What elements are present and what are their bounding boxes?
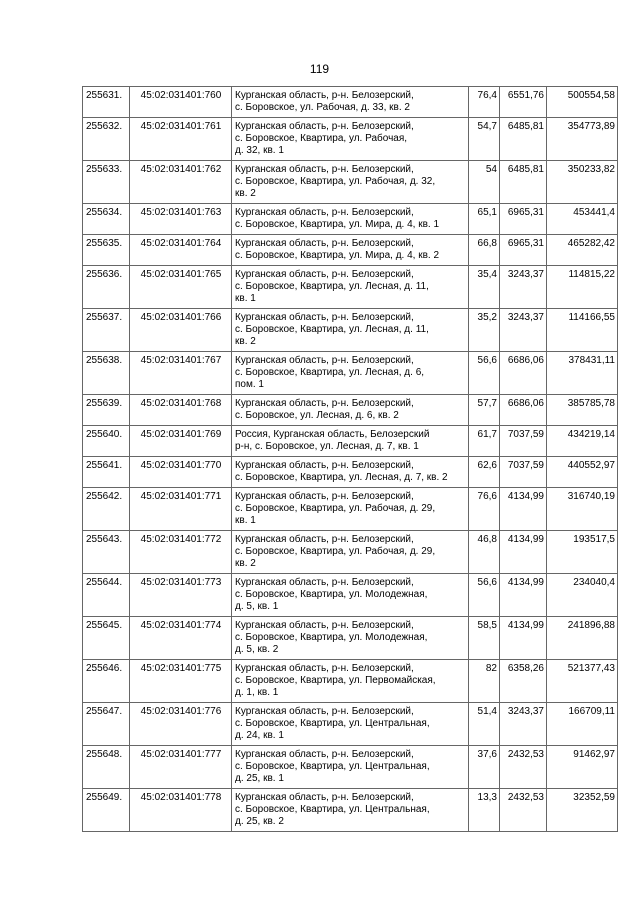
- unit-price-cell: 7037,59: [500, 457, 547, 488]
- unit-price-cell: 3243,37: [500, 309, 547, 352]
- cadastral-value-cell: 354773,89: [547, 118, 618, 161]
- cadastral-value-cell: 350233,82: [547, 161, 618, 204]
- address-line: с. Боровское, Квартира, ул. Рабочая, д. 29,: [235, 546, 436, 557]
- unit-price-cell: 4134,99: [500, 531, 547, 574]
- unit-price-cell: 6551,76: [500, 87, 547, 118]
- cadastral-number-cell: 45:02:031401:760: [130, 87, 232, 118]
- table-row: [83, 161, 618, 204]
- address-cell: [232, 426, 469, 457]
- address-cell: [232, 395, 469, 426]
- address-line: Курганская область, р-н. Белозерский,: [235, 312, 414, 323]
- area-cell: 76,6: [469, 488, 500, 531]
- unit-price-cell: 4134,99: [500, 574, 547, 617]
- address-line: Курганская область, р-н. Белозерский,: [235, 207, 414, 218]
- address-line: с. Боровское, Квартира, ул. Рабочая,: [235, 133, 408, 144]
- cadastral-value-cell: 241896,88: [547, 617, 618, 660]
- unit-price-cell: 6686,06: [500, 352, 547, 395]
- table-row: [83, 457, 618, 488]
- cadastral-number-cell: 45:02:031401:777: [130, 746, 232, 789]
- address-line: с. Боровское, Квартира, ул. Лесная, д. 7, кв. 2: [235, 472, 448, 483]
- table-row: [83, 703, 618, 746]
- cadastral-number-cell: 45:02:031401:763: [130, 204, 232, 235]
- address-cell: [232, 703, 469, 746]
- area-cell: 37,6: [469, 746, 500, 789]
- cadastral-number-cell: 45:02:031401:766: [130, 309, 232, 352]
- address-cell: [232, 204, 469, 235]
- area-cell: 76,4: [469, 87, 500, 118]
- row-number-cell: 255635.: [83, 235, 130, 266]
- cadastral-value-cell: 114815,22: [547, 266, 618, 309]
- area-cell: 56,6: [469, 352, 500, 395]
- area-cell: 56,6: [469, 574, 500, 617]
- property-registry-table: [82, 86, 618, 832]
- unit-price-cell: 6965,31: [500, 204, 547, 235]
- cadastral-value-cell: 500554,58: [547, 87, 618, 118]
- row-number-cell: 255632.: [83, 118, 130, 161]
- address-line: Курганская область, р-н. Белозерский,: [235, 620, 414, 631]
- area-cell: 61,7: [469, 426, 500, 457]
- address-line: кв. 2: [235, 336, 256, 347]
- row-number-cell: 255633.: [83, 161, 130, 204]
- table-row: [83, 309, 618, 352]
- address-line: с. Боровское, Квартира, ул. Мира, д. 4, кв. 2: [235, 250, 440, 261]
- area-cell: 58,5: [469, 617, 500, 660]
- row-number-cell: 255645.: [83, 617, 130, 660]
- cadastral-value-cell: 114166,55: [547, 309, 618, 352]
- address-cell: [232, 457, 469, 488]
- address-line: с. Боровское, ул. Лесная, д. 6, кв. 2: [235, 410, 399, 421]
- cadastral-value-cell: 521377,43: [547, 660, 618, 703]
- table-row: [83, 426, 618, 457]
- address-cell: [232, 488, 469, 531]
- table-row: [83, 660, 618, 703]
- cadastral-number-cell: 45:02:031401:775: [130, 660, 232, 703]
- address-line: д. 5, кв. 1: [235, 601, 279, 612]
- row-number-cell: 255631.: [83, 87, 130, 118]
- address-line: с. Боровское, Квартира, ул. Рабочая, д. 29,: [235, 503, 436, 514]
- table-row: [83, 204, 618, 235]
- area-cell: 57,7: [469, 395, 500, 426]
- address-line: с. Боровское, Квартира, ул. Центральная,: [235, 718, 430, 729]
- address-line: р-н, с. Боровское, ул. Лесная, д. 7, кв. 1: [235, 441, 419, 452]
- row-number-cell: 255648.: [83, 746, 130, 789]
- address-line: Курганская область, р-н. Белозерский,: [235, 663, 414, 674]
- address-line: пом. 1: [235, 379, 264, 390]
- cadastral-number-cell: 45:02:031401:770: [130, 457, 232, 488]
- address-line: Россия, Курганская область, Белозерский: [235, 429, 430, 440]
- cadastral-number-cell: 45:02:031401:776: [130, 703, 232, 746]
- address-cell: [232, 660, 469, 703]
- cadastral-value-cell: 193517,5: [547, 531, 618, 574]
- address-line: д. 24, кв. 1: [235, 730, 284, 741]
- cadastral-value-cell: 434219,14: [547, 426, 618, 457]
- address-line: Курганская область, р-н. Белозерский,: [235, 90, 414, 101]
- address-line: Курганская область, р-н. Белозерский,: [235, 398, 414, 409]
- address-cell: [232, 266, 469, 309]
- address-line: д. 5, кв. 2: [235, 644, 279, 655]
- cadastral-number-cell: 45:02:031401:774: [130, 617, 232, 660]
- address-line: с. Боровское, Квартира, ул. Лесная, д. 11,: [235, 281, 429, 292]
- unit-price-cell: 6965,31: [500, 235, 547, 266]
- address-line: с. Боровское, Квартира, ул. Центральная,: [235, 804, 430, 815]
- row-number-cell: 255649.: [83, 789, 130, 832]
- row-number-cell: 255634.: [83, 204, 130, 235]
- cadastral-number-cell: 45:02:031401:771: [130, 488, 232, 531]
- address-line: Курганская область, р-н. Белозерский,: [235, 577, 414, 588]
- address-cell: [232, 617, 469, 660]
- cadastral-value-cell: 378431,11: [547, 352, 618, 395]
- table-row: [83, 118, 618, 161]
- cadastral-value-cell: 91462,97: [547, 746, 618, 789]
- cadastral-number-cell: 45:02:031401:778: [130, 789, 232, 832]
- address-line: Курганская область, р-н. Белозерский,: [235, 121, 414, 132]
- cadastral-number-cell: 45:02:031401:769: [130, 426, 232, 457]
- unit-price-cell: 2432,53: [500, 789, 547, 832]
- address-line: Курганская область, р-н. Белозерский,: [235, 355, 414, 366]
- row-number-cell: 255643.: [83, 531, 130, 574]
- address-line: кв. 1: [235, 515, 256, 526]
- table-row: [83, 531, 618, 574]
- address-line: д. 1, кв. 1: [235, 687, 279, 698]
- area-cell: 35,4: [469, 266, 500, 309]
- address-line: с. Боровское, Квартира, ул. Первомайская,: [235, 675, 436, 686]
- table-row: [83, 235, 618, 266]
- area-cell: 51,4: [469, 703, 500, 746]
- address-cell: [232, 87, 469, 118]
- cadastral-number-cell: 45:02:031401:772: [130, 531, 232, 574]
- address-line: с. Боровское, Квартира, ул. Лесная, д. 6,: [235, 367, 425, 378]
- row-number-cell: 255646.: [83, 660, 130, 703]
- address-line: Курганская область, р-н. Белозерский,: [235, 706, 414, 717]
- area-cell: 66,8: [469, 235, 500, 266]
- address-line: Курганская область, р-н. Белозерский,: [235, 534, 414, 545]
- address-cell: [232, 352, 469, 395]
- address-cell: [232, 309, 469, 352]
- table-row: [83, 746, 618, 789]
- address-line: Курганская область, р-н. Белозерский,: [235, 238, 414, 249]
- table-row: [83, 789, 618, 832]
- row-number-cell: 255636.: [83, 266, 130, 309]
- address-line: Курганская область, р-н. Белозерский,: [235, 491, 414, 502]
- unit-price-cell: 6358,26: [500, 660, 547, 703]
- table-row: [83, 87, 618, 118]
- address-line: д. 25, кв. 1: [235, 773, 284, 784]
- address-line: с. Боровское, Квартира, ул. Лесная, д. 11,: [235, 324, 429, 335]
- address-cell: [232, 235, 469, 266]
- cadastral-value-cell: 166709,11: [547, 703, 618, 746]
- unit-price-cell: 6485,81: [500, 161, 547, 204]
- unit-price-cell: 6686,06: [500, 395, 547, 426]
- registry-table-body: [83, 87, 618, 832]
- address-line: Курганская область, р-н. Белозерский,: [235, 164, 414, 175]
- address-cell: [232, 789, 469, 832]
- unit-price-cell: 2432,53: [500, 746, 547, 789]
- area-cell: 82: [469, 660, 500, 703]
- row-number-cell: 255638.: [83, 352, 130, 395]
- cadastral-number-cell: 45:02:031401:767: [130, 352, 232, 395]
- address-cell: [232, 574, 469, 617]
- unit-price-cell: 7037,59: [500, 426, 547, 457]
- area-cell: 35,2: [469, 309, 500, 352]
- cadastral-value-cell: 316740,19: [547, 488, 618, 531]
- address-line: кв. 1: [235, 293, 256, 304]
- cadastral-number-cell: 45:02:031401:773: [130, 574, 232, 617]
- unit-price-cell: 4134,99: [500, 617, 547, 660]
- table-row: [83, 574, 618, 617]
- row-number-cell: 255639.: [83, 395, 130, 426]
- table-row: [83, 395, 618, 426]
- address-line: Курганская область, р-н. Белозерский,: [235, 792, 414, 803]
- address-line: с. Боровское, Квартира, ул. Молодежная,: [235, 632, 428, 643]
- address-line: д. 25, кв. 2: [235, 816, 284, 827]
- row-number-cell: 255640.: [83, 426, 130, 457]
- address-line: д. 32, кв. 1: [235, 145, 284, 156]
- cadastral-value-cell: 465282,42: [547, 235, 618, 266]
- table-row: [83, 488, 618, 531]
- cadastral-value-cell: 32352,59: [547, 789, 618, 832]
- row-number-cell: 255637.: [83, 309, 130, 352]
- cadastral-number-cell: 45:02:031401:765: [130, 266, 232, 309]
- cadastral-number-cell: 45:02:031401:764: [130, 235, 232, 266]
- address-line: с. Боровское, Квартира, ул. Центральная,: [235, 761, 430, 772]
- cadastral-number-cell: 45:02:031401:768: [130, 395, 232, 426]
- area-cell: 54,7: [469, 118, 500, 161]
- cadastral-number-cell: 45:02:031401:761: [130, 118, 232, 161]
- cadastral-value-cell: 440552,97: [547, 457, 618, 488]
- address-line: с. Боровское, ул. Рабочая, д. 33, кв. 2: [235, 102, 410, 113]
- address-cell: [232, 746, 469, 789]
- unit-price-cell: 3243,37: [500, 266, 547, 309]
- table-row: [83, 352, 618, 395]
- table-row: [83, 617, 618, 660]
- address-line: кв. 2: [235, 188, 256, 199]
- row-number-cell: 255642.: [83, 488, 130, 531]
- address-line: с. Боровское, Квартира, ул. Мира, д. 4, кв. 1: [235, 219, 440, 230]
- row-number-cell: 255641.: [83, 457, 130, 488]
- address-cell: [232, 118, 469, 161]
- address-line: с. Боровское, Квартира, ул. Молодежная,: [235, 589, 428, 600]
- cadastral-number-cell: 45:02:031401:762: [130, 161, 232, 204]
- table-row: [83, 266, 618, 309]
- address-line: кв. 2: [235, 558, 256, 569]
- area-cell: 54: [469, 161, 500, 204]
- page-number: 119: [309, 62, 330, 76]
- address-line: с. Боровское, Квартира, ул. Рабочая, д. 32,: [235, 176, 436, 187]
- address-line: Курганская область, р-н. Белозерский,: [235, 269, 414, 280]
- area-cell: 13,3: [469, 789, 500, 832]
- cadastral-value-cell: 385785,78: [547, 395, 618, 426]
- address-line: Курганская область, р-н. Белозерский,: [235, 460, 414, 471]
- unit-price-cell: 4134,99: [500, 488, 547, 531]
- address-line: Курганская область, р-н. Белозерский,: [235, 749, 414, 760]
- unit-price-cell: 6485,81: [500, 118, 547, 161]
- address-cell: [232, 531, 469, 574]
- row-number-cell: 255644.: [83, 574, 130, 617]
- area-cell: 46,8: [469, 531, 500, 574]
- cadastral-value-cell: 453441,4: [547, 204, 618, 235]
- address-cell: [232, 161, 469, 204]
- row-number-cell: 255647.: [83, 703, 130, 746]
- area-cell: 65,1: [469, 204, 500, 235]
- area-cell: 62,6: [469, 457, 500, 488]
- cadastral-value-cell: 234040,4: [547, 574, 618, 617]
- unit-price-cell: 3243,37: [500, 703, 547, 746]
